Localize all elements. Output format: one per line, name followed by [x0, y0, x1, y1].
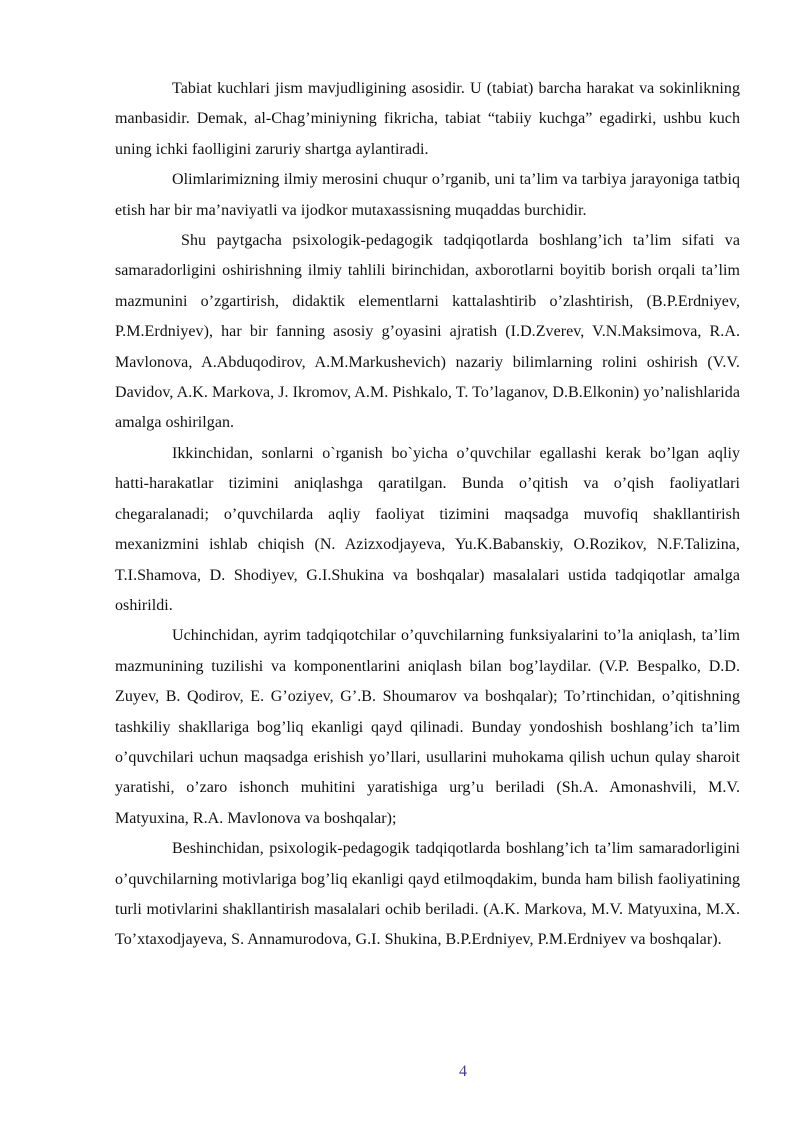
document-body [115, 74, 740, 956]
paragraph-tabiat-kuchlari: Tabiat kuchlari jism mavjudligining asosidir. U (tabiat) barcha harakat va sokinlikning manbasidir. Demak, al-Chag’miniyning fikricha, tabiat “tabiiy kuchga” egadirki, ushbu kuch uning ichki faolligini zaruriy shartga aylantiradi. [115, 80, 740, 158]
paragraph-ikkinchidan: Ikkinchidan, sonlarni o`rganish bo`yicha o’quvchilar egallashi kerak bo’lgan aqliy hatti-harakatlar tizimini aniqlashga qaratilgan. Bunda o’qitish va o’qish faoliyatlari chegaralanadi; o’quvchilarda aqliy faoliyat tizimini maqsadga muvofiq shakllantirish mexanizmini ishlab chiqish (N. Azizxodjayeva, Yu.K.Babanskiy, O.Rozikov, N.F.Talizina, T.I.Shamova, D. Shodiyev, G.I.Shukina va boshqalar) masalalari ustida tadqiqotlar amalga oshirildi. [115, 444, 740, 614]
paragraph-beshinchidan: Beshinchidan, psixologik-pedagogik tadqiqotlarda boshlang’ich ta’lim samaradorligini o’quvchilarning motivlariga bog’liq ekanligi qayd etilmoqdakim, bunda ham bilish faoliyatining turli motivlarini shakllantirish masalalari ochib beriladi. (A.K. Markova, M.V. Matyuxina, M.X. To’xtaxodjayeva, S. Annamurodova, G.I. Shukina, B.P.Erdniyev, P.M.Erdniyev va boshqalar). [115, 840, 740, 949]
paragraph-uchinchidan: Uchinchidan, ayrim tadqiqotchilar o’quvchilarning funksiyalarini to’la aniqlash, ta’lim mazmunining tuzilishi va komponentlarini aniqlash bilan bog’laydilar. (V.P. Bespalko, D.D. Zuyev, B. Qodirov, E. G’oziyev, G’.B. Shoumarov va boshqalar); To’rtinchidan, o’qitishning tashkiliy shakllariga bog’liq ekanligi qayd qilinadi. Bunday yondoshish boshlang’ich ta’lim o’quvchilari uchun maqsadga erishish yo’llari, usullarini muhokama qilish uchun qulay sharoit yaratishi, o’zaro ishonch muhitini yaratishiga urg’u beriladi (Sh.A. Amonashvili, M.V. Matyuxina, R.A. Mavlonova va boshqalar); [115, 627, 740, 827]
page-number: 4 [459, 1063, 467, 1080]
paragraph-shu-paytgacha: Shu paytgacha psixologik-pedagogik tadqiqotlarda boshlang’ich ta’lim sifati va samaradorligini oshirishning ilmiy tahlili birinchidan, axborotlarni boyitib borish orqali ta’lim mazmunini o’zgartirish, didaktik elementlarni kattalashtirib o’zlashtirish, (B.P.Erdniyev, P.M.Erdniyev), har bir fanning asosiy g’oyasini ajratish (I.D.Zverev, V.N.Maksimova, R.A. Mavlonova, A.Abduqodirov, A.M.Markushevich) nazariy bilimlarning rolini oshirish (V.V. Davidov, A.K. Markova, J. Ikromov, A.M. Pishkalo, T. To’laganov, D.B.Elkonin) yo’nalishlarida amalga oshirilgan. [115, 232, 740, 432]
paragraph-olimlarimizning: Olimlarimizning ilmiy merosini chuqur o’rganib, uni ta’lim va tarbiya jarayoniga tatbiq etish har bir ma’naviyatli va ijodkor mutaxassisning muqaddas burchidir. [115, 171, 740, 219]
